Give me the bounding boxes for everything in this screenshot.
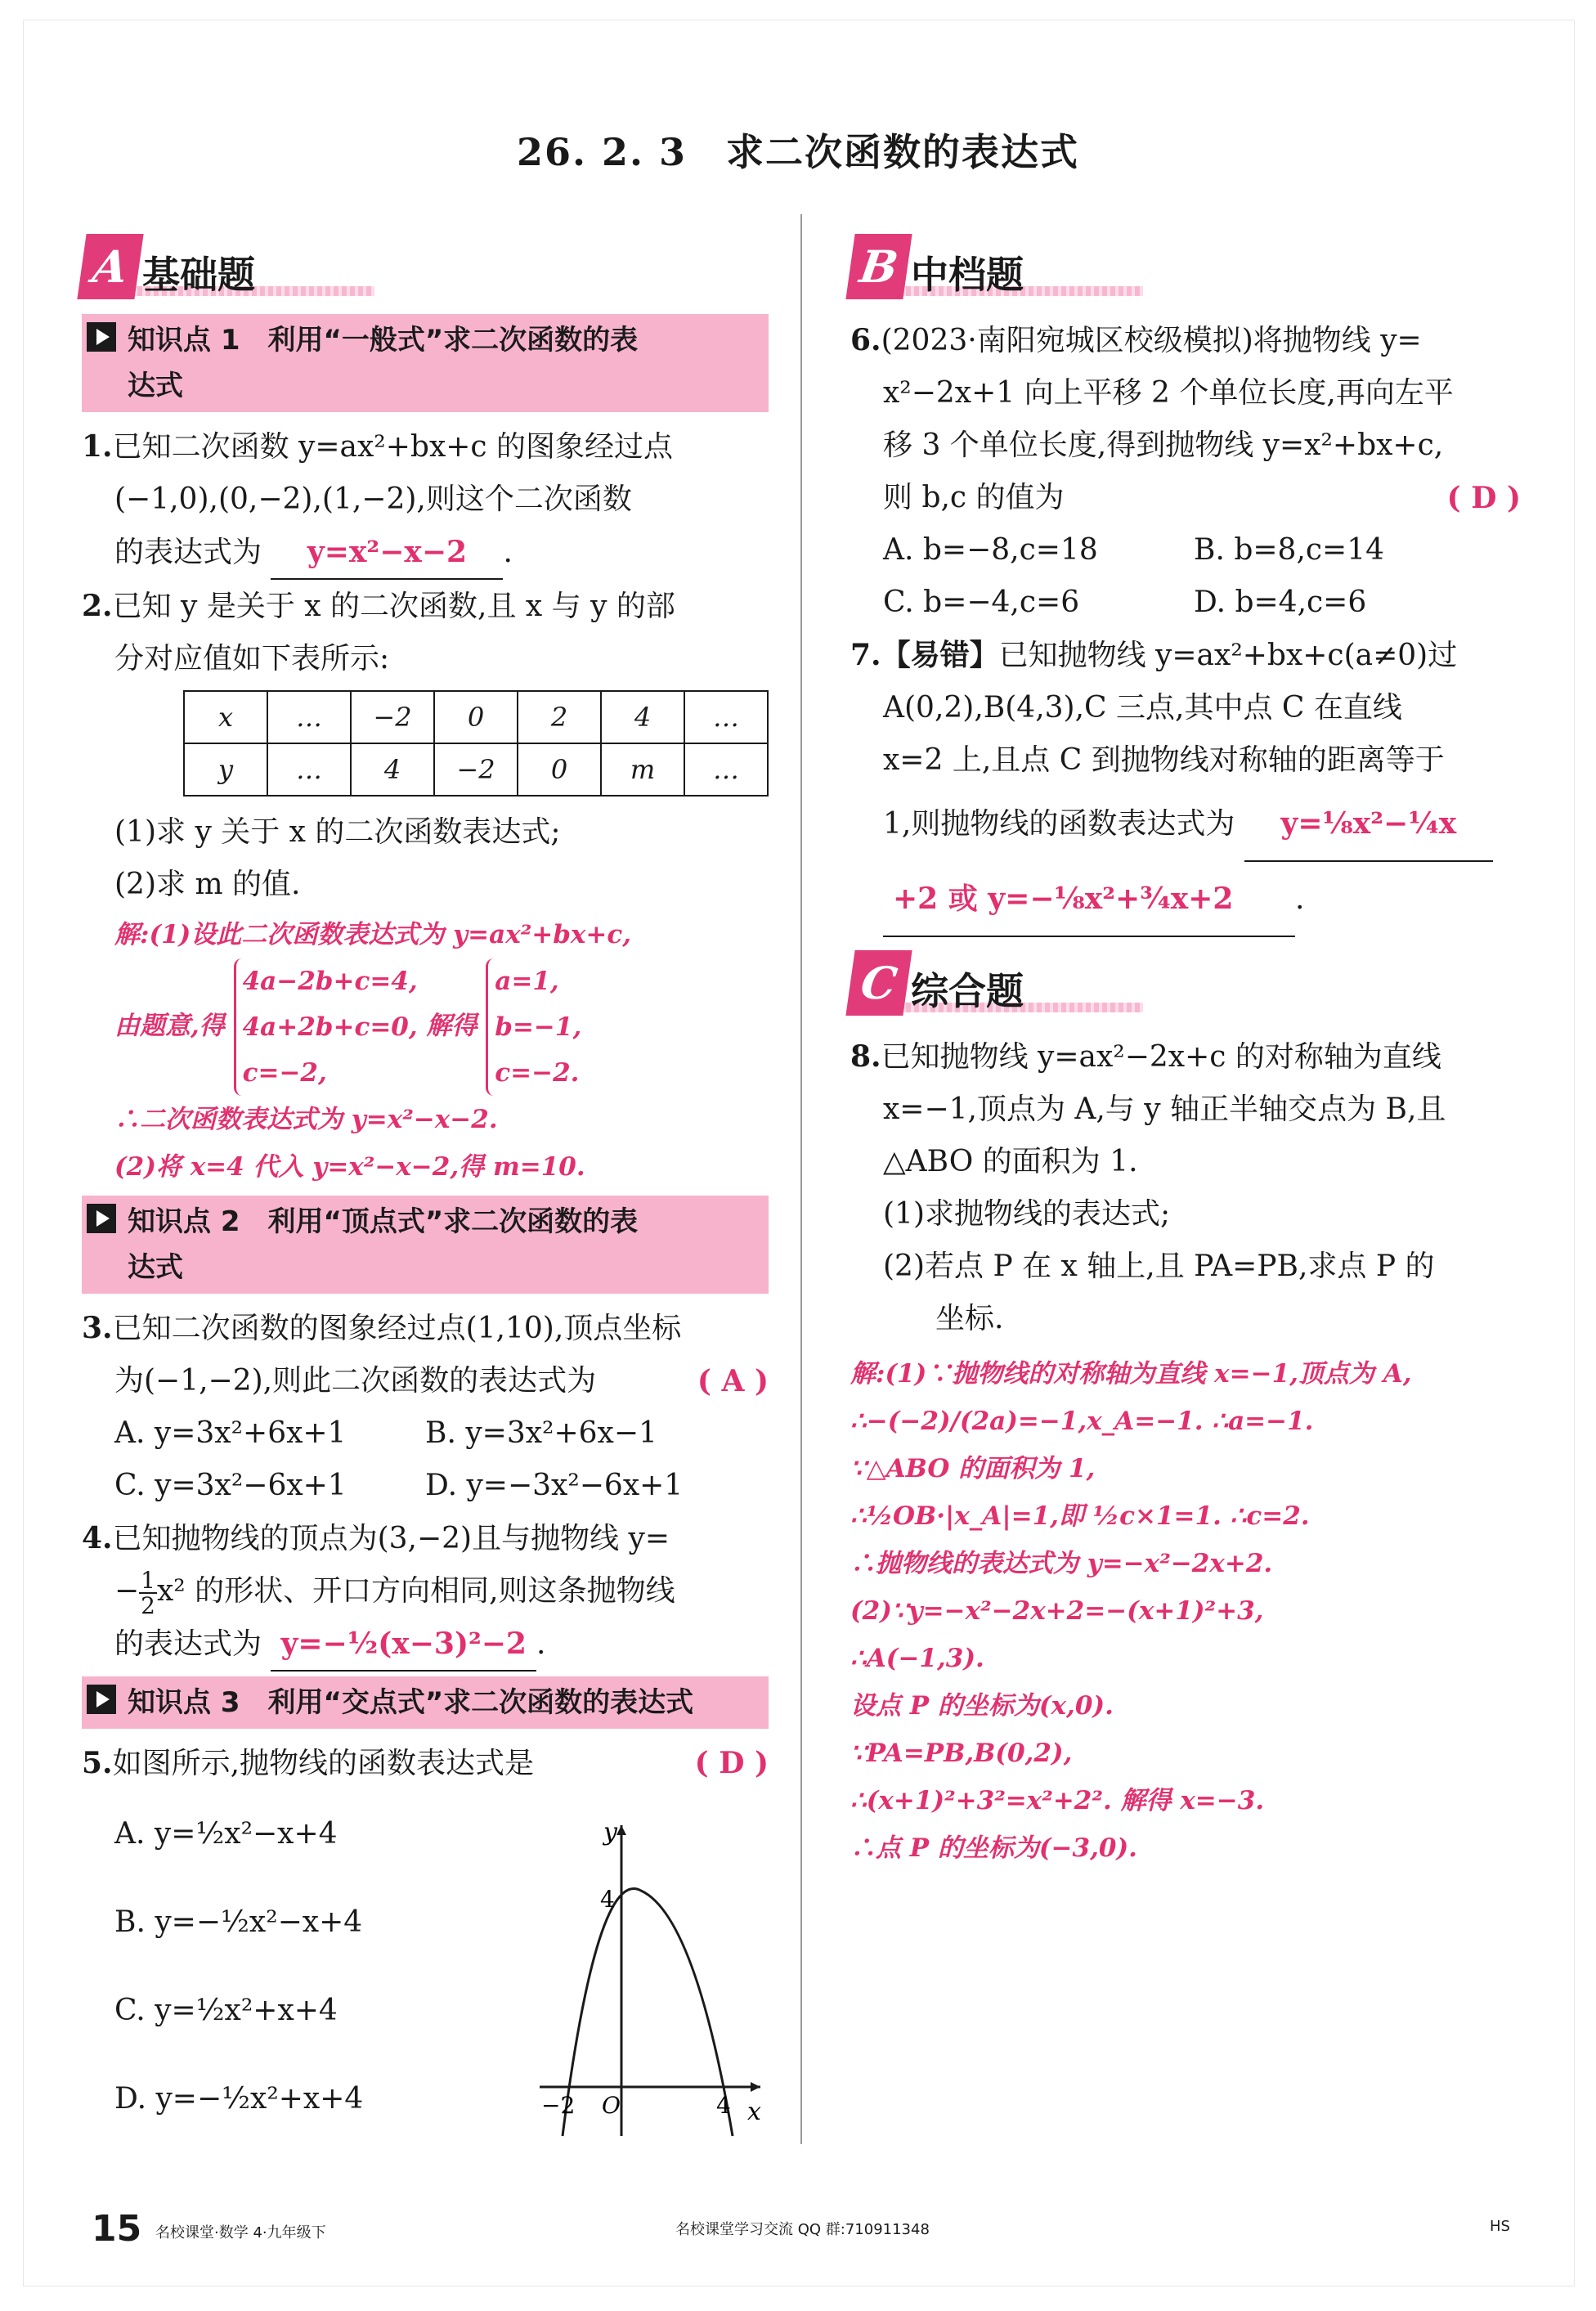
y-axis-label: y bbox=[603, 1818, 617, 1847]
q2-res3: c=−2. bbox=[495, 1058, 580, 1088]
q7-line1: 已知抛物线 y=ax²+bx+c(a≠0)过 bbox=[998, 639, 1458, 672]
q7-line3: x=2 上,且点 C 到抛物线对称轴的距离等于 bbox=[883, 743, 1445, 777]
table-cell: −2 bbox=[351, 691, 434, 743]
q5-answer: ( D ) bbox=[694, 1746, 769, 1781]
question-7 bbox=[850, 629, 1521, 682]
q7-answer-part2: +2 或 y=−⅛x²+¾x+2 bbox=[883, 862, 1295, 937]
q6-choice-b: B. b=8,c=14 bbox=[1194, 533, 1385, 567]
q8-sol-line: ∵△ABO 的面积为 1, bbox=[850, 1454, 1096, 1483]
q4-answer: y=−½(x−3)²−2 bbox=[271, 1618, 536, 1672]
q8-part2: (2)若点 P 在 x 轴上,且 PA=PB,求点 P 的 bbox=[883, 1250, 1435, 1283]
section-c-letter: C bbox=[845, 950, 912, 1016]
q5-line1: 如图所示,抛物线的函数表达式是 bbox=[112, 1747, 535, 1781]
q6-choice-c: C. b=−4,c=6 bbox=[883, 586, 1080, 619]
q8-part1: (1)求抛物线的表达式; bbox=[883, 1197, 1171, 1231]
table-cell: 0 bbox=[434, 691, 518, 743]
q1-answer: y=x²−x−2 bbox=[271, 526, 503, 580]
section-a-letter: A bbox=[77, 234, 143, 299]
q2-sol-results bbox=[486, 958, 581, 1096]
q8-sol-line: ∵PA=PB,B(0,2), bbox=[850, 1739, 1073, 1768]
q5-choice-b: B. y=−½x²−x+4 bbox=[114, 1905, 363, 1940]
q6-answer: ( D ) bbox=[1446, 481, 1521, 515]
question-2 bbox=[82, 580, 769, 633]
q3-choice-c: C. y=3x²−6x+1 bbox=[114, 1469, 347, 1502]
table-cell: 0 bbox=[518, 743, 601, 796]
q8-sol-line: (2)∵y=−x²−2x+2=−(x+1)²+3, bbox=[850, 1596, 1264, 1626]
qq-group: 名校课堂学习交流 QQ 群:710911348 bbox=[675, 2221, 930, 2238]
q1-line3 bbox=[82, 526, 769, 580]
table-cell: … bbox=[684, 743, 768, 796]
q7-line5 bbox=[850, 862, 1521, 937]
q2-sol-equations bbox=[234, 958, 418, 1096]
q5-parabola-graph bbox=[531, 1817, 777, 2144]
q8-sol-line: ∴点 P 的坐标为(−3,0). bbox=[850, 1833, 1137, 1863]
table-cell: 4 bbox=[601, 691, 684, 743]
q8-number: 8. bbox=[850, 1039, 881, 1074]
q2-sol-line2: ∴二次函数表达式为 y=x²−x−2. bbox=[114, 1105, 498, 1134]
q6-line1: (2023·南阳宛城区校级模拟)将抛物线 y= bbox=[881, 324, 1422, 357]
q2-sol-mid: 解得 bbox=[426, 1011, 477, 1041]
q2-solution bbox=[82, 911, 769, 1191]
q4-line2 bbox=[82, 1565, 769, 1618]
table-cell: −2 bbox=[434, 743, 518, 796]
kp1-line2: 达式 bbox=[128, 370, 183, 402]
q4-end: . bbox=[536, 1627, 546, 1662]
q5-number: 5. bbox=[82, 1746, 113, 1781]
q1-line1: 已知二次函数 y=ax²+bx+c 的图象经过点 bbox=[112, 430, 674, 464]
play-arrow-icon bbox=[87, 1204, 116, 1233]
root-neg2-label: −2 bbox=[541, 2092, 576, 2119]
q2-sol-line3: (2)将 x=4 代入 y=x²−x−2,得 m=10. bbox=[114, 1152, 585, 1182]
question-1 bbox=[82, 420, 769, 473]
column-divider bbox=[800, 214, 802, 2144]
q8-part3: 坐标. bbox=[935, 1302, 1004, 1335]
q3-choice-d: D. y=−3x²−6x+1 bbox=[425, 1469, 684, 1502]
q7-number: 7. bbox=[850, 638, 881, 672]
q8-solution bbox=[850, 1350, 1521, 1872]
table-cell: … bbox=[684, 691, 768, 743]
q3-line1: 已知二次函数的图象经过点(1,10),顶点坐标 bbox=[112, 1312, 682, 1345]
q7-line4 bbox=[850, 787, 1521, 862]
q3-answer: ( A ) bbox=[697, 1364, 769, 1398]
q8-sol-line: ∴−(−2)/(2a)=−1,x_A=−1. ∴a=−1. bbox=[850, 1407, 1314, 1436]
table-cell: 4 bbox=[351, 743, 434, 796]
q7-prompt: 1,则抛物线的函数表达式为 bbox=[883, 807, 1235, 841]
parabola-curve bbox=[563, 1889, 733, 2137]
x-axis-label: x bbox=[747, 2098, 761, 2126]
q5-choice-a: A. y=½x²−x+4 bbox=[114, 1817, 338, 1851]
q7-line2: A(0,2),B(4,3),C 三点,其中点 C 在直线 bbox=[883, 691, 1402, 725]
table-row-y bbox=[184, 743, 768, 796]
q2-eq1: 4a−2b+c=4, bbox=[242, 967, 418, 996]
y-intercept-label: 4 bbox=[600, 1886, 615, 1913]
q5-choice-c: C. y=½x²+x+4 bbox=[114, 1994, 338, 2028]
q1-line2: (−1,0),(0,−2),(1,−2),则这个二次函数 bbox=[114, 482, 632, 516]
q8-sol-line: ∴抛物线的表达式为 y=−x²−2x+2. bbox=[850, 1549, 1273, 1578]
table-cell: … bbox=[267, 691, 351, 743]
root-4-label: 4 bbox=[716, 2092, 731, 2119]
q2-eq3: c=−2, bbox=[242, 1058, 327, 1088]
q1-number: 1. bbox=[82, 429, 113, 464]
y-axis-arrow bbox=[616, 1825, 626, 1835]
origin-label: O bbox=[602, 2092, 621, 2119]
q6-choice-a: A. b=−8,c=18 bbox=[883, 533, 1098, 567]
q7-end: . bbox=[1295, 882, 1305, 916]
q6-line4 bbox=[850, 472, 1521, 524]
q4-fraction bbox=[139, 1568, 157, 1618]
section-b-header bbox=[850, 229, 1521, 304]
table-row-x bbox=[184, 691, 768, 743]
q8-sol-line: 解:(1)∵抛物线的对称轴为直线 x=−1,顶点为 A, bbox=[850, 1359, 1412, 1389]
q3-choices bbox=[82, 1407, 769, 1512]
q2-res2: b=−1, bbox=[495, 1012, 582, 1042]
knowledge-point-3 bbox=[82, 1676, 769, 1729]
table-cell: y bbox=[184, 743, 267, 796]
q3-line2 bbox=[82, 1355, 769, 1407]
value-table bbox=[183, 690, 769, 797]
table-cell: … bbox=[267, 743, 351, 796]
q8-line1: 已知抛物线 y=ax²−2x+c 的对称轴为直线 bbox=[881, 1040, 1441, 1074]
q2-sol-line1: 解:(1)设此二次函数表达式为 y=ax²+bx+c, bbox=[114, 920, 632, 949]
question-8 bbox=[850, 1030, 1521, 1084]
q3-choice-a: A. y=3x²+6x+1 bbox=[114, 1416, 347, 1450]
q4-number: 4. bbox=[82, 1521, 113, 1555]
section-a-title: 基础题 bbox=[142, 253, 255, 297]
q2-res1: a=1, bbox=[495, 967, 559, 996]
q2-sol-lead: 由题意,得 bbox=[114, 1011, 225, 1041]
q6-number: 6. bbox=[850, 323, 881, 357]
page-title: 26. 2. 3 求二次函数的表达式 bbox=[516, 130, 1080, 174]
play-arrow-icon bbox=[87, 322, 116, 352]
q6-choice-d: D. b=4,c=6 bbox=[1194, 586, 1367, 619]
q2-part2: (2)求 m 的值. bbox=[114, 868, 301, 901]
q6-line4-text: 则 b,c 的值为 bbox=[883, 481, 1065, 514]
table-cell: m bbox=[601, 743, 684, 796]
q4-prompt: 的表达式为 bbox=[114, 1627, 262, 1662]
q6-choices bbox=[850, 524, 1521, 629]
q4-minus: − bbox=[114, 1574, 140, 1608]
q8-sol-line: 设点 P 的坐标为(x,0). bbox=[850, 1691, 1114, 1721]
kp3-line1: 知识点 3 利用“交点式”求二次函数的表达式 bbox=[128, 1686, 694, 1720]
q8-line3: △ABO 的面积为 1. bbox=[883, 1145, 1138, 1178]
section-b-title: 中档题 bbox=[911, 253, 1024, 297]
q8-sol-line: ∴A(−1,3). bbox=[850, 1644, 984, 1673]
q3-line2-text: 为(−1,−2),则此二次函数的表达式为 bbox=[114, 1364, 597, 1398]
play-arrow-icon bbox=[87, 1685, 116, 1714]
section-c-title: 综合题 bbox=[911, 969, 1024, 1013]
q8-line2: x=−1,顶点为 A,与 y 轴正半轴交点为 B,且 bbox=[883, 1093, 1446, 1126]
q7-answer-part1: y=⅛x²−¼x bbox=[1244, 787, 1493, 862]
knowledge-point-1 bbox=[82, 314, 769, 412]
knowledge-point-2 bbox=[82, 1196, 769, 1294]
q5-choice-d: D. y=−½x²+x+4 bbox=[114, 2082, 364, 2116]
question-4 bbox=[82, 1512, 769, 1565]
q1-prompt: 的表达式为 bbox=[114, 536, 262, 569]
q4-line3 bbox=[82, 1618, 769, 1672]
q1-end: . bbox=[503, 536, 513, 569]
page-number: 15 bbox=[92, 2208, 142, 2250]
q2-line1: 已知 y 是关于 x 的二次函数,且 x 与 y 的部 bbox=[112, 590, 675, 623]
question-5 bbox=[82, 1737, 769, 1790]
section-a-header bbox=[82, 229, 769, 304]
q4-frac-bottom: 2 bbox=[141, 1592, 155, 1619]
question-6 bbox=[850, 314, 1521, 367]
section-b-letter: B bbox=[845, 234, 912, 299]
kp1-line1: 知识点 1 利用“一般式”求二次函数的表 bbox=[128, 324, 639, 357]
question-3 bbox=[82, 1302, 769, 1355]
q3-number: 3. bbox=[82, 1311, 113, 1345]
q2-sol-system bbox=[114, 958, 769, 1096]
q2-number: 2. bbox=[82, 589, 113, 623]
q2-part1: (1)求 y 关于 x 的二次函数表达式; bbox=[114, 815, 561, 849]
kp2-line1: 知识点 2 利用“顶点式”求二次函数的表 bbox=[128, 1205, 639, 1238]
q7-tag: 【易错】 bbox=[881, 638, 999, 672]
q4-frac-top: 1 bbox=[141, 1566, 155, 1594]
kp2-line2: 达式 bbox=[128, 1251, 183, 1284]
q6-line2: x²−2x+1 向上平移 2 个单位长度,再向左平 bbox=[883, 376, 1454, 410]
q4-line1: 已知抛物线的顶点为(3,−2)且与抛物线 y= bbox=[112, 1522, 670, 1555]
book-title: 名校课堂·数学 4·九年级下 bbox=[155, 2224, 326, 2241]
x-axis-arrow bbox=[751, 2082, 760, 2092]
q2-line2: 分对应值如下表所示: bbox=[114, 642, 390, 675]
q4-line2-text: x² 的形状、开口方向相同,则这条抛物线 bbox=[157, 1574, 675, 1608]
q8-sol-line: ∴(x+1)²+3²=x²+2². 解得 x=−3. bbox=[850, 1786, 1265, 1815]
section-c-header bbox=[850, 945, 1521, 1021]
table-cell: x bbox=[184, 691, 267, 743]
q2-eq2: 4a+2b+c=0, bbox=[242, 1012, 418, 1042]
table-cell: 2 bbox=[518, 691, 601, 743]
q6-line3: 移 3 个单位长度,得到抛物线 y=x²+bx+c, bbox=[883, 429, 1444, 462]
right-column bbox=[850, 229, 1521, 1872]
q8-sol-line: ∴½OB·|x_A|=1,即 ½c×1=1. ∴c=2. bbox=[850, 1501, 1310, 1531]
q3-choice-b: B. y=3x²+6x−1 bbox=[425, 1416, 657, 1450]
publisher-code: HS bbox=[1490, 2218, 1510, 2235]
